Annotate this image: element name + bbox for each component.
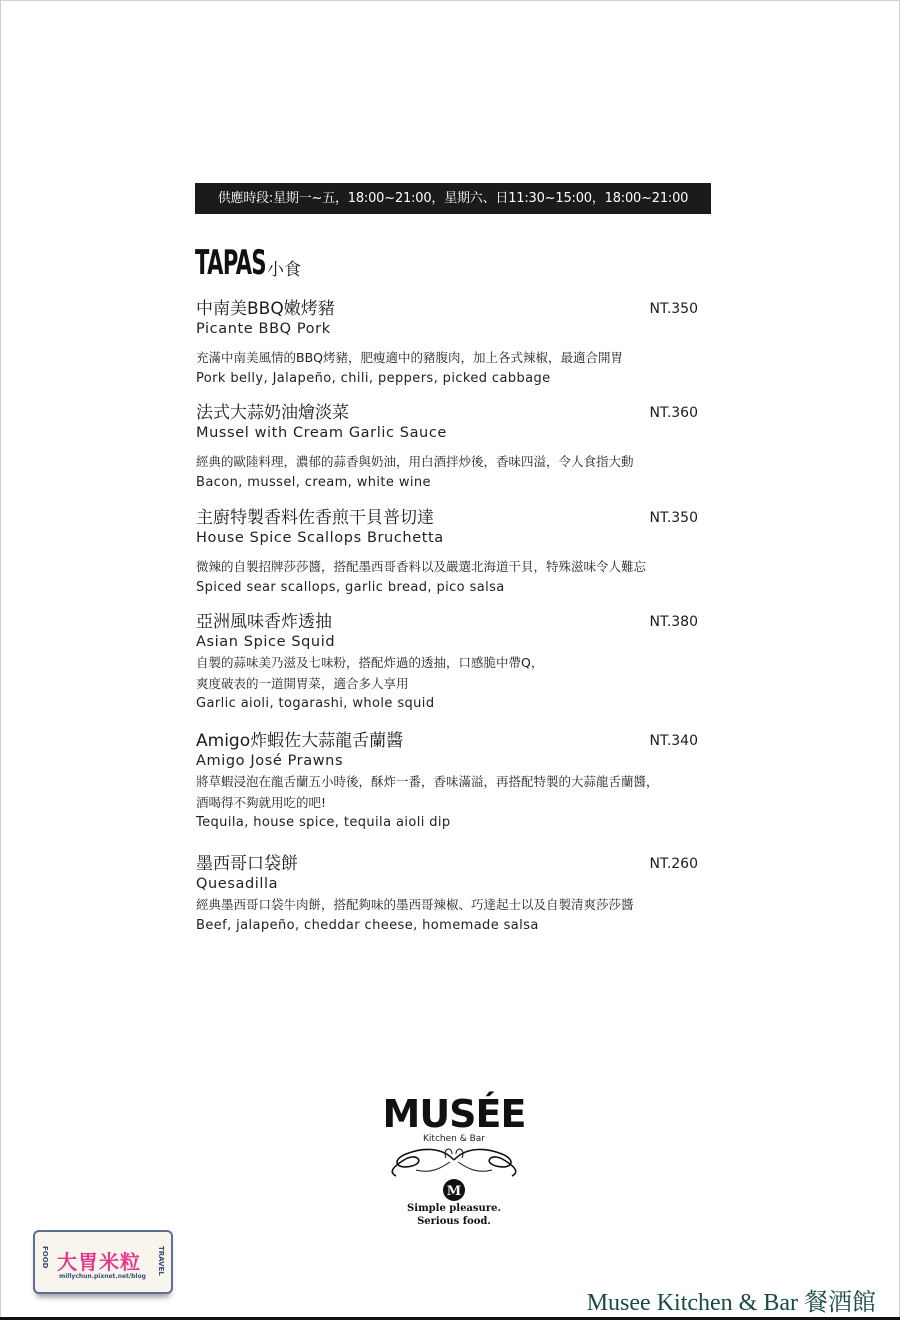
menu-item [196, 403, 704, 493]
watermark-url: millychun.pixnet.net/blog [59, 1273, 146, 1280]
logo-subtitle: Kitchen & Bar [423, 1134, 485, 1144]
item-name-en: Quesadilla [196, 876, 279, 892]
item-price: NT.380 [649, 614, 698, 630]
menu-item [196, 612, 704, 715]
description-line: 將草蝦浸泡在龍舌蘭五小時後，酥炸一番，香味滿溢，再搭配特製的大蒜龍舌蘭醬， [196, 774, 659, 789]
item-description [196, 895, 704, 936]
menu-item [196, 731, 704, 834]
footer-restaurant-name: Musee Kitchen & Bar 餐酒館 [586, 1290, 876, 1316]
watermark-right-label: TRAVEL [157, 1246, 165, 1276]
item-name-en: House Spice Scallops Bruchetta [196, 530, 444, 546]
logo-monogram: M [446, 1184, 462, 1199]
description-line: 充滿中南美風情的BBQ烤豬，肥瘦適中的豬腹肉，加上各式辣椒，最適合開胃 [196, 350, 623, 365]
description-line: Bacon, mussel, cream, white wine [196, 474, 431, 490]
menu-item [196, 854, 704, 936]
item-name: Amigo炸蝦佐大蒜龍舌蘭醬 [196, 731, 404, 751]
logo-brand: MUSÉE [382, 1092, 526, 1136]
item-name-en: Amigo José Prawns [196, 753, 344, 769]
description-line: Beef, jalapeño, cheddar cheese, homemade salsa [196, 917, 539, 933]
item-name-en: Mussel with Cream Garlic Sauce [196, 425, 447, 441]
description-line: 微辣的自製招牌莎莎醬，搭配墨西哥香料以及嚴選北海道干貝，特殊滋味令人難忘 [196, 559, 647, 574]
description-line: 自製的蒜味美乃滋及七味粉，搭配炸過的透抽，口感脆中帶Q， [196, 655, 544, 670]
description-line: Pork belly, Jalapeño, chili, peppers, picked cabbage [196, 370, 551, 386]
description-line: 爽度破表的一道開胃菜，適合多人享用 [196, 675, 409, 691]
menu-item [196, 508, 704, 598]
item-price: NT.350 [649, 301, 698, 317]
logo-tagline-2: Serious food. [417, 1216, 491, 1227]
item-name-en: Asian Spice Squid [196, 634, 336, 650]
description-line: 經典的歐陸料理，濃郁的蒜香與奶油，用白酒拌炒後，香味四溢，令人食指大動 [196, 454, 634, 469]
description-line: 經典墨西哥口袋牛肉餅，搭配夠味的墨西哥辣椒、巧達起士以及自製清爽莎莎醬 [196, 897, 634, 912]
item-description [196, 772, 704, 834]
item-price: NT.340 [649, 733, 698, 749]
watermark-left-label: FOOD [41, 1246, 49, 1269]
item-name: 法式大蒜奶油燴淡菜 [196, 403, 349, 423]
item-name-en: Picante BBQ Pork [196, 321, 331, 337]
description-line: Garlic aioli, togarashi, whole squid [196, 696, 435, 711]
service-hours-banner: 供應時段:星期一~五，18:00~21:00，星期六、日11:30~15:00，18:00~21:00 [195, 183, 711, 214]
item-name: 墨西哥口袋餅 [196, 854, 298, 874]
item-description [196, 348, 704, 389]
watermark-stamp [33, 1230, 173, 1294]
watermark-title: 大胃米粒 [57, 1250, 141, 1274]
item-price: NT.260 [649, 856, 698, 872]
item-name: 亞洲風味香炸透抽 [196, 612, 332, 632]
section-heading [195, 244, 301, 282]
musee-logo [380, 1093, 528, 1228]
item-description [196, 557, 704, 598]
item-name: 中南美BBQ嫩烤豬 [196, 299, 335, 319]
item-price: NT.360 [649, 405, 698, 421]
item-description [196, 653, 704, 715]
logo-tagline-1: Simple pleasure. [407, 1203, 501, 1214]
item-price: NT.350 [649, 510, 698, 526]
item-description [196, 452, 704, 493]
section-title-zh: 小食 [267, 260, 301, 280]
menu-item [196, 299, 704, 389]
description-line: 酒喝得不夠就用吃的吧! [196, 794, 327, 810]
ornament-flourish-icon [386, 1146, 522, 1202]
item-name: 主廚特製香料佐香煎干貝普切達 [196, 508, 434, 528]
section-title-en: TAPAS [195, 243, 266, 283]
description-line: Spiced sear scallops, garlic bread, pico salsa [196, 579, 505, 595]
description-line: Tequila, house spice, tequila aioli dip [196, 815, 451, 830]
